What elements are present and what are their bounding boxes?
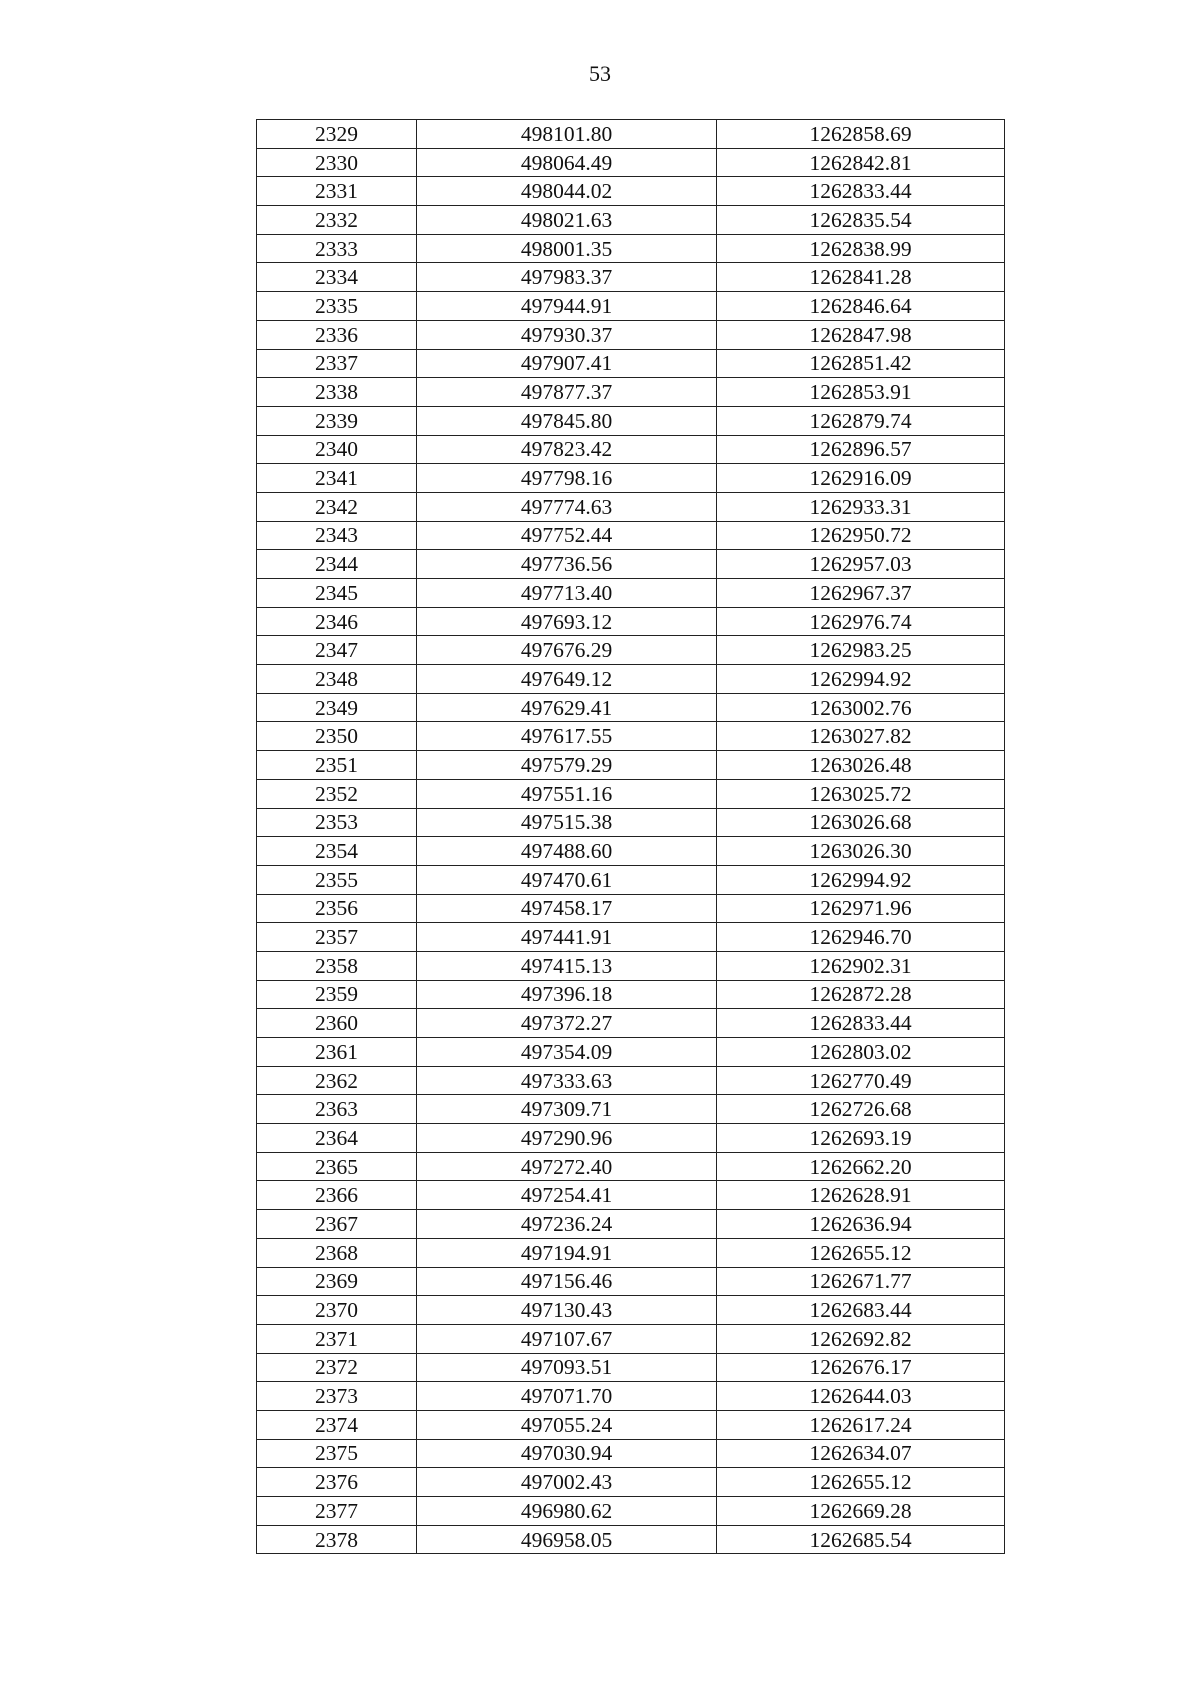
- table-row: [257, 464, 1005, 493]
- table-row: [257, 693, 1005, 722]
- table-row: [257, 579, 1005, 608]
- table-row: [257, 206, 1005, 235]
- table-row: [257, 779, 1005, 808]
- point-number-cell: 2376: [257, 1468, 417, 1497]
- x-coordinate-cell: 497415.13: [417, 951, 717, 980]
- y-coordinate-cell: 1262662.20: [717, 1152, 1005, 1181]
- point-number-cell: 2368: [257, 1238, 417, 1267]
- table-row: [257, 894, 1005, 923]
- point-number-cell: 2348: [257, 665, 417, 694]
- table-row: [257, 406, 1005, 435]
- point-number-cell: 2352: [257, 779, 417, 808]
- y-coordinate-cell: 1262879.74: [717, 406, 1005, 435]
- point-number-cell: 2377: [257, 1497, 417, 1526]
- y-coordinate-cell: 1262872.28: [717, 980, 1005, 1009]
- table-row: [257, 1296, 1005, 1325]
- y-coordinate-cell: 1262853.91: [717, 378, 1005, 407]
- point-number-cell: 2335: [257, 292, 417, 321]
- point-number-cell: 2369: [257, 1267, 417, 1296]
- y-coordinate-cell: 1262644.03: [717, 1382, 1005, 1411]
- point-number-cell: 2346: [257, 607, 417, 636]
- table-row: [257, 521, 1005, 550]
- y-coordinate-cell: 1262676.17: [717, 1353, 1005, 1382]
- table-row: [257, 1009, 1005, 1038]
- table-row: [257, 320, 1005, 349]
- x-coordinate-cell: 497845.80: [417, 406, 717, 435]
- table-row: [257, 550, 1005, 579]
- x-coordinate-cell: 497579.29: [417, 751, 717, 780]
- point-number-cell: 2365: [257, 1152, 417, 1181]
- point-number-cell: 2355: [257, 865, 417, 894]
- point-number-cell: 2336: [257, 320, 417, 349]
- x-coordinate-cell: 497907.41: [417, 349, 717, 378]
- point-number-cell: 2374: [257, 1410, 417, 1439]
- table-row: [257, 1324, 1005, 1353]
- table-row: [257, 636, 1005, 665]
- y-coordinate-cell: 1262838.99: [717, 234, 1005, 263]
- table-row: [257, 1152, 1005, 1181]
- point-number-cell: 2339: [257, 406, 417, 435]
- x-coordinate-cell: 497470.61: [417, 865, 717, 894]
- y-coordinate-cell: 1262683.44: [717, 1296, 1005, 1325]
- x-coordinate-cell: 497354.09: [417, 1038, 717, 1067]
- y-coordinate-cell: 1262803.02: [717, 1038, 1005, 1067]
- y-coordinate-cell: 1262950.72: [717, 521, 1005, 550]
- x-coordinate-cell: 497030.94: [417, 1439, 717, 1468]
- y-coordinate-cell: 1262841.28: [717, 263, 1005, 292]
- x-coordinate-cell: 497372.27: [417, 1009, 717, 1038]
- point-number-cell: 2342: [257, 492, 417, 521]
- table-row: [257, 1267, 1005, 1296]
- x-coordinate-cell: 497071.70: [417, 1382, 717, 1411]
- y-coordinate-cell: 1262636.94: [717, 1210, 1005, 1239]
- point-number-cell: 2345: [257, 579, 417, 608]
- table-row: [257, 1038, 1005, 1067]
- x-coordinate-cell: 498064.49: [417, 148, 717, 177]
- table-row: [257, 722, 1005, 751]
- y-coordinate-cell: 1262835.54: [717, 206, 1005, 235]
- y-coordinate-cell: 1262842.81: [717, 148, 1005, 177]
- x-coordinate-cell: 497752.44: [417, 521, 717, 550]
- x-coordinate-cell: 497515.38: [417, 808, 717, 837]
- point-number-cell: 2338: [257, 378, 417, 407]
- point-number-cell: 2351: [257, 751, 417, 780]
- y-coordinate-cell: 1263026.48: [717, 751, 1005, 780]
- point-number-cell: 2371: [257, 1324, 417, 1353]
- x-coordinate-cell: 498021.63: [417, 206, 717, 235]
- point-number-cell: 2344: [257, 550, 417, 579]
- x-coordinate-cell: 497944.91: [417, 292, 717, 321]
- table-row: [257, 1066, 1005, 1095]
- point-number-cell: 2358: [257, 951, 417, 980]
- x-coordinate-cell: 497254.41: [417, 1181, 717, 1210]
- coordinates-table-body: [257, 120, 1005, 1554]
- y-coordinate-cell: 1262976.74: [717, 607, 1005, 636]
- table-row: [257, 980, 1005, 1009]
- table-row: [257, 1497, 1005, 1526]
- table-row: [257, 492, 1005, 521]
- y-coordinate-cell: 1262833.44: [717, 1009, 1005, 1038]
- table-row: [257, 951, 1005, 980]
- y-coordinate-cell: 1262983.25: [717, 636, 1005, 665]
- y-coordinate-cell: 1262617.24: [717, 1410, 1005, 1439]
- x-coordinate-cell: 497823.42: [417, 435, 717, 464]
- y-coordinate-cell: 1262902.31: [717, 951, 1005, 980]
- x-coordinate-cell: 497236.24: [417, 1210, 717, 1239]
- x-coordinate-cell: 497055.24: [417, 1410, 717, 1439]
- x-coordinate-cell: 498101.80: [417, 120, 717, 149]
- point-number-cell: 2349: [257, 693, 417, 722]
- x-coordinate-cell: 497290.96: [417, 1124, 717, 1153]
- table-row: [257, 1353, 1005, 1382]
- point-number-cell: 2354: [257, 837, 417, 866]
- table-row: [257, 1525, 1005, 1554]
- table-row: [257, 435, 1005, 464]
- table-row: [257, 1124, 1005, 1153]
- table-row: [257, 1238, 1005, 1267]
- y-coordinate-cell: 1262685.54: [717, 1525, 1005, 1554]
- table-row: [257, 292, 1005, 321]
- x-coordinate-cell: 497309.71: [417, 1095, 717, 1124]
- table-row: [257, 751, 1005, 780]
- point-number-cell: 2332: [257, 206, 417, 235]
- x-coordinate-cell: 496980.62: [417, 1497, 717, 1526]
- table-row: [257, 177, 1005, 206]
- y-coordinate-cell: 1262994.92: [717, 665, 1005, 694]
- y-coordinate-cell: 1262671.77: [717, 1267, 1005, 1296]
- y-coordinate-cell: 1262655.12: [717, 1468, 1005, 1497]
- x-coordinate-cell: 497107.67: [417, 1324, 717, 1353]
- y-coordinate-cell: 1262669.28: [717, 1497, 1005, 1526]
- y-coordinate-cell: 1263026.68: [717, 808, 1005, 837]
- table-row: [257, 378, 1005, 407]
- x-coordinate-cell: 497441.91: [417, 923, 717, 952]
- y-coordinate-cell: 1262994.92: [717, 865, 1005, 894]
- x-coordinate-cell: 497930.37: [417, 320, 717, 349]
- point-number-cell: 2375: [257, 1439, 417, 1468]
- table-row: [257, 808, 1005, 837]
- y-coordinate-cell: 1262971.96: [717, 894, 1005, 923]
- y-coordinate-cell: 1262916.09: [717, 464, 1005, 493]
- table-row: [257, 923, 1005, 952]
- point-number-cell: 2363: [257, 1095, 417, 1124]
- point-number-cell: 2357: [257, 923, 417, 952]
- y-coordinate-cell: 1263025.72: [717, 779, 1005, 808]
- x-coordinate-cell: 497093.51: [417, 1353, 717, 1382]
- table-row: [257, 1468, 1005, 1497]
- table-row: [257, 1181, 1005, 1210]
- x-coordinate-cell: 497774.63: [417, 492, 717, 521]
- table-row: [257, 1410, 1005, 1439]
- y-coordinate-cell: 1262851.42: [717, 349, 1005, 378]
- table-row: [257, 665, 1005, 694]
- point-number-cell: 2350: [257, 722, 417, 751]
- table-row: [257, 234, 1005, 263]
- y-coordinate-cell: 1263027.82: [717, 722, 1005, 751]
- x-coordinate-cell: 497676.29: [417, 636, 717, 665]
- x-coordinate-cell: 497629.41: [417, 693, 717, 722]
- y-coordinate-cell: 1262628.91: [717, 1181, 1005, 1210]
- page-number: 53: [589, 61, 611, 86]
- x-coordinate-cell: 498001.35: [417, 234, 717, 263]
- y-coordinate-cell: 1262847.98: [717, 320, 1005, 349]
- y-coordinate-cell: 1262967.37: [717, 579, 1005, 608]
- y-coordinate-cell: 1262896.57: [717, 435, 1005, 464]
- x-coordinate-cell: 497156.46: [417, 1267, 717, 1296]
- x-coordinate-cell: 497736.56: [417, 550, 717, 579]
- point-number-cell: 2334: [257, 263, 417, 292]
- x-coordinate-cell: 497488.60: [417, 837, 717, 866]
- point-number-cell: 2359: [257, 980, 417, 1009]
- point-number-cell: 2331: [257, 177, 417, 206]
- x-coordinate-cell: 497649.12: [417, 665, 717, 694]
- point-number-cell: 2367: [257, 1210, 417, 1239]
- point-number-cell: 2341: [257, 464, 417, 493]
- table-row: [257, 349, 1005, 378]
- y-coordinate-cell: 1262770.49: [717, 1066, 1005, 1095]
- table-row: [257, 1210, 1005, 1239]
- point-number-cell: 2372: [257, 1353, 417, 1382]
- table-row: [257, 837, 1005, 866]
- point-number-cell: 2347: [257, 636, 417, 665]
- table-row: [257, 263, 1005, 292]
- x-coordinate-cell: 497551.16: [417, 779, 717, 808]
- point-number-cell: 2356: [257, 894, 417, 923]
- point-number-cell: 2361: [257, 1038, 417, 1067]
- table-row: [257, 148, 1005, 177]
- point-number-cell: 2329: [257, 120, 417, 149]
- point-number-cell: 2373: [257, 1382, 417, 1411]
- point-number-cell: 2330: [257, 148, 417, 177]
- x-coordinate-cell: 497693.12: [417, 607, 717, 636]
- table-row: [257, 607, 1005, 636]
- y-coordinate-cell: 1263002.76: [717, 693, 1005, 722]
- table-row: [257, 1095, 1005, 1124]
- x-coordinate-cell: 496958.05: [417, 1525, 717, 1554]
- coordinates-table: [256, 119, 1005, 1554]
- x-coordinate-cell: 497130.43: [417, 1296, 717, 1325]
- table-row: [257, 1439, 1005, 1468]
- point-number-cell: 2360: [257, 1009, 417, 1038]
- x-coordinate-cell: 497194.91: [417, 1238, 717, 1267]
- point-number-cell: 2333: [257, 234, 417, 263]
- y-coordinate-cell: 1262946.70: [717, 923, 1005, 952]
- x-coordinate-cell: 497798.16: [417, 464, 717, 493]
- y-coordinate-cell: 1262846.64: [717, 292, 1005, 321]
- x-coordinate-cell: 497272.40: [417, 1152, 717, 1181]
- y-coordinate-cell: 1262858.69: [717, 120, 1005, 149]
- x-coordinate-cell: 497458.17: [417, 894, 717, 923]
- point-number-cell: 2337: [257, 349, 417, 378]
- table-row: [257, 865, 1005, 894]
- y-coordinate-cell: 1262692.82: [717, 1324, 1005, 1353]
- y-coordinate-cell: 1262726.68: [717, 1095, 1005, 1124]
- y-coordinate-cell: 1262957.03: [717, 550, 1005, 579]
- x-coordinate-cell: 497333.63: [417, 1066, 717, 1095]
- point-number-cell: 2366: [257, 1181, 417, 1210]
- point-number-cell: 2343: [257, 521, 417, 550]
- point-number-cell: 2364: [257, 1124, 417, 1153]
- y-coordinate-cell: 1262693.19: [717, 1124, 1005, 1153]
- x-coordinate-cell: 497002.43: [417, 1468, 717, 1497]
- x-coordinate-cell: 497983.37: [417, 263, 717, 292]
- point-number-cell: 2362: [257, 1066, 417, 1095]
- x-coordinate-cell: 497617.55: [417, 722, 717, 751]
- y-coordinate-cell: 1262655.12: [717, 1238, 1005, 1267]
- point-number-cell: 2340: [257, 435, 417, 464]
- x-coordinate-cell: 497713.40: [417, 579, 717, 608]
- y-coordinate-cell: 1262634.07: [717, 1439, 1005, 1468]
- y-coordinate-cell: 1262933.31: [717, 492, 1005, 521]
- table-row: [257, 1382, 1005, 1411]
- x-coordinate-cell: 498044.02: [417, 177, 717, 206]
- y-coordinate-cell: 1263026.30: [717, 837, 1005, 866]
- table-row: [257, 120, 1005, 149]
- y-coordinate-cell: 1262833.44: [717, 177, 1005, 206]
- point-number-cell: 2353: [257, 808, 417, 837]
- point-number-cell: 2370: [257, 1296, 417, 1325]
- x-coordinate-cell: 497877.37: [417, 378, 717, 407]
- x-coordinate-cell: 497396.18: [417, 980, 717, 1009]
- point-number-cell: 2378: [257, 1525, 417, 1554]
